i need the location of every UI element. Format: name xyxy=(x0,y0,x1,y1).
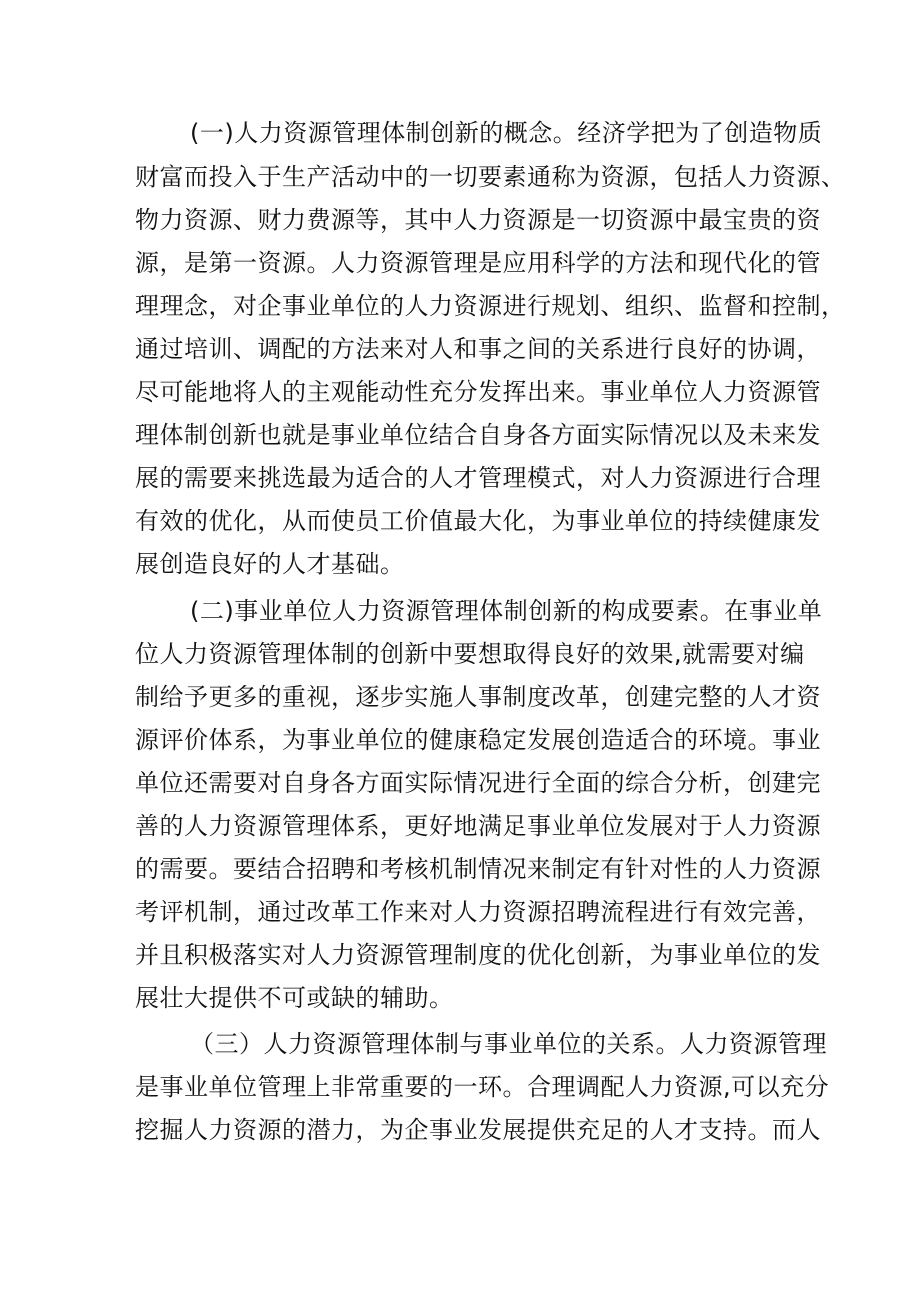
paragraph-2-line-5: 单位还需要对自身各方面实际情况进行全面的综合分析，创建完 xyxy=(135,769,821,797)
paragraph-1-line-4: 源，是第一资源。人力资源管理是应用科学的方法和现代化的管 xyxy=(135,249,821,277)
paragraph-1-line-6: 通过培训、调配的方法来对人和事之间的关系进行良好的协调， xyxy=(135,335,821,363)
paragraph-2-line-4: 源评价体系，为事业单位的健康稳定发展创造适合的环境。事业 xyxy=(135,726,821,754)
paragraph-2-line-10: 展壮大提供不可或缺的辅助。 xyxy=(135,984,454,1012)
paragraph-1-line-3: 物力资源、财力费源等，其中人力资源是一切资源中最宝贵的资 xyxy=(135,206,821,234)
paragraph-1-line-7: 尽可能地将人的主观能动性充分发挥出来。事业单位人力资源管 xyxy=(135,378,821,406)
paragraph-3-line-2: 是事业单位管理上非常重要的一环。合理调配人力资源,可以充分 xyxy=(135,1073,830,1101)
paragraph-1-line-5: 理理念，对企事业单位的人力资源进行规划、组织、监督和控制， xyxy=(135,292,846,320)
paragraph-2-line-1: (二)事业单位人力资源管理体制创新的构成要素。在事业单 xyxy=(190,597,823,625)
paragraph-3-line-1: （三）人力资源管理体制与事业单位的关系。人力资源管理 xyxy=(190,1030,827,1058)
paragraph-2-line-6: 善的人力资源管理体系，更好地满足事业单位发展对于人力资源 xyxy=(135,812,821,840)
paragraph-2-line-2: 位人力资源管理体制的创新中要想取得良好的效果,就需要对编 xyxy=(135,640,805,668)
paragraph-1-line-1: (一)人力资源管理体制创新的概念。经济学把为了创造物质 xyxy=(190,119,823,147)
paragraph-1-line-2: 财富而投入于生产活动中的一切要素通称为资源，包括人力资源、 xyxy=(135,163,846,191)
paragraph-2-line-9: 并且积极落实对人力资源管理制度的优化创新，为事业单位的发 xyxy=(135,941,821,969)
paragraph-3-line-3: 挖掘人力资源的潜力，为企事业发展提供充足的人才支持。而人 xyxy=(135,1116,821,1144)
paragraph-1-line-11: 展创造良好的人才基础。 xyxy=(135,550,405,578)
paragraph-1-line-9: 展的需要来挑选最为适合的人才管理模式，对人力资源进行合理 xyxy=(135,464,821,492)
paragraph-1-line-10: 有效的优化，从而使员工价值最大化，为事业单位的持续健康发 xyxy=(135,507,821,535)
paragraph-2-line-3: 制给予更多的重视，逐步实施人事制度改革，创建完整的人才资 xyxy=(135,683,821,711)
paragraph-2-line-7: 的需要。要结合招聘和考核机制情况来制定有针对性的人力资源 xyxy=(135,855,821,883)
paragraph-1-line-8: 理体制创新也就是事业单位结合自身各方面实际情况以及未来发 xyxy=(135,421,821,449)
paragraph-2-line-8: 考评机制，通过改革工作来对人力资源招聘流程进行有效完善， xyxy=(135,898,821,926)
